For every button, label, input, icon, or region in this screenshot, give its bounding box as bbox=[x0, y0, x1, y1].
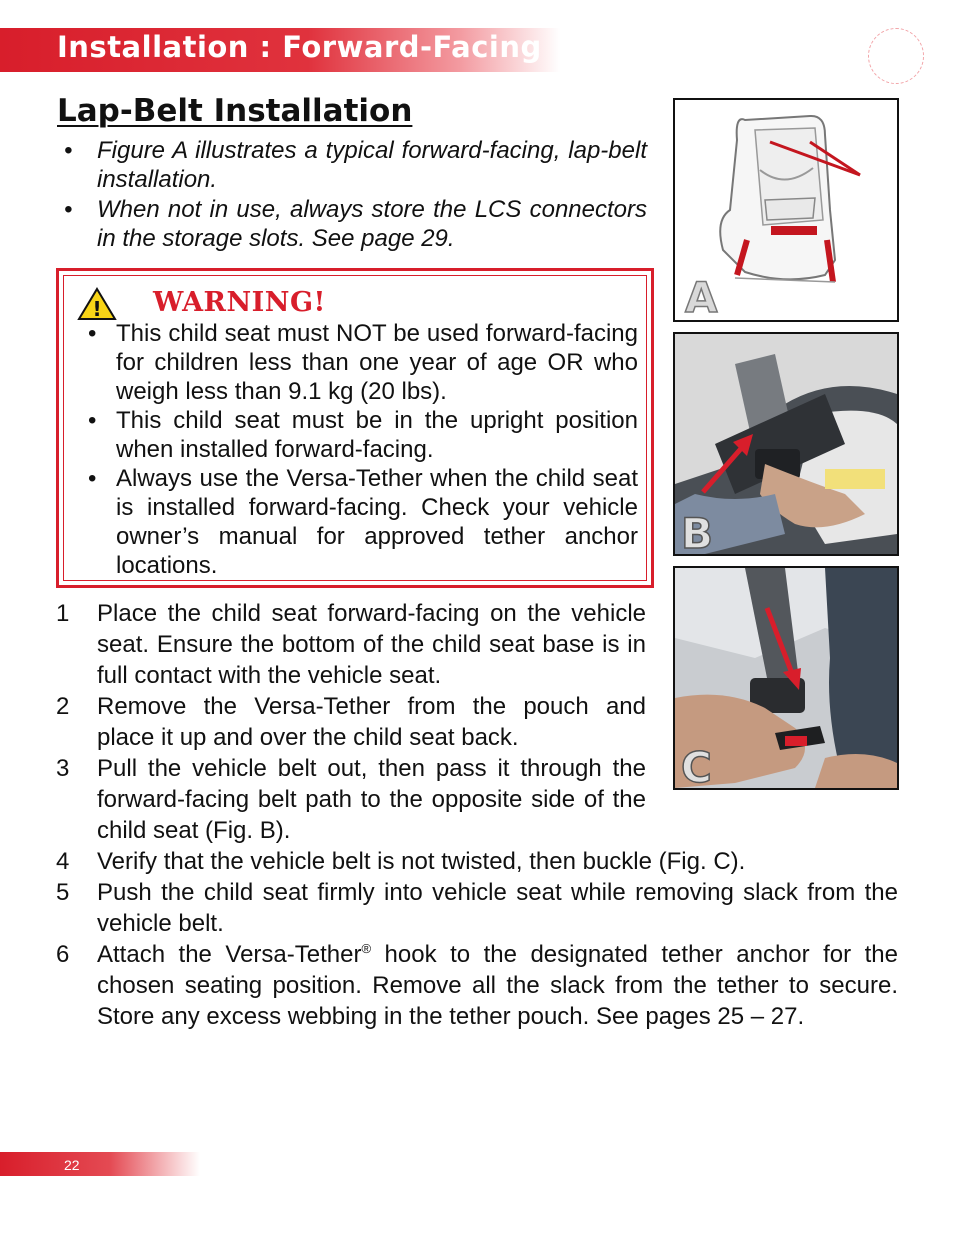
step-text bbox=[97, 941, 898, 1030]
corner-circle-decoration bbox=[868, 28, 924, 84]
figure-label: B bbox=[681, 509, 714, 554]
warning-triangle-icon bbox=[77, 287, 117, 321]
warning-label: WARNING! bbox=[153, 287, 326, 318]
intro-list bbox=[64, 136, 647, 254]
step-item bbox=[56, 753, 646, 846]
figure-b bbox=[673, 332, 899, 556]
warning-icon-glyph: ! bbox=[92, 297, 102, 321]
warning-list bbox=[88, 319, 638, 580]
list-item bbox=[64, 195, 647, 253]
warning-box bbox=[56, 268, 654, 588]
figure-c-illustration bbox=[675, 568, 897, 788]
figure-label: A bbox=[685, 273, 718, 320]
step-item bbox=[56, 877, 898, 939]
step-number: 1 bbox=[56, 600, 70, 627]
step-number: 5 bbox=[56, 879, 70, 906]
step-text: Place the child seat forward-facing on the vehicle seat. Ensure the bottom of the child seat base is in full contact with the vehicle seat. bbox=[97, 600, 646, 689]
bullet: • bbox=[64, 196, 73, 223]
list-item bbox=[88, 406, 638, 464]
step-text: Remove the Versa-Tether from the pouch and place it up and over the child seat back. bbox=[97, 693, 646, 751]
warning-item-text: This child seat must NOT be used forward-facing for children less than one year of age OR who weigh less than 9.1 kg (20 lbs). bbox=[116, 320, 638, 405]
intro-item-text: Figure A illustrates a typical forward-facing, lap-belt installation. bbox=[97, 137, 647, 193]
warning-item-text: This child seat must be in the upright position when installed forward-facing. bbox=[116, 407, 638, 463]
page-number: 22 bbox=[64, 1157, 80, 1173]
figure-label: C bbox=[681, 743, 712, 788]
step-number: 2 bbox=[56, 693, 70, 720]
bullet: • bbox=[88, 465, 97, 492]
bullet: • bbox=[88, 407, 97, 434]
header-title: Installation : Forward-Facing bbox=[57, 30, 542, 64]
section-title: Lap-Belt Installation bbox=[57, 93, 413, 129]
list-item bbox=[88, 319, 638, 406]
list-item bbox=[88, 464, 638, 580]
step-number: 6 bbox=[56, 941, 70, 968]
figure-a-illustration bbox=[675, 100, 897, 320]
step-text-part: hook to the designated tether anchor for the chosen seating position. Remove all the slack from the tether to secure. Store any excess webbing in the tether pouch. See pages 25 – 27. bbox=[97, 941, 898, 1030]
footer-bar bbox=[0, 1152, 200, 1176]
intro-item-text: When not in use, always store the LCS connectors in the storage slots. See page 29. bbox=[97, 196, 647, 252]
step-item bbox=[56, 691, 646, 753]
step-text: Pull the vehicle belt out, then pass it through the forward-facing belt path to the opposite side of the child seat (Fig. B). bbox=[97, 755, 646, 844]
step-item bbox=[56, 846, 898, 877]
step-item bbox=[56, 598, 646, 691]
figure-a bbox=[673, 98, 899, 322]
figure-b-illustration bbox=[675, 334, 897, 554]
list-item bbox=[64, 136, 647, 194]
bullet: • bbox=[88, 320, 97, 347]
step-number: 3 bbox=[56, 755, 70, 782]
warning-item-text: Always use the Versa-Tether when the child seat is installed forward-facing. Check your vehicle owner’s manual for approved tether anchor locations. bbox=[116, 465, 638, 579]
step-text: Verify that the vehicle belt is not twisted, then buckle (Fig. C). bbox=[97, 848, 746, 875]
bullet: • bbox=[64, 137, 73, 164]
figure-c bbox=[673, 566, 899, 790]
step-number: 4 bbox=[56, 848, 70, 875]
registered-mark: ® bbox=[361, 941, 372, 956]
step-item bbox=[56, 939, 898, 1032]
step-text: Push the child seat firmly into vehicle seat while removing slack from the vehicle belt. bbox=[97, 879, 898, 937]
step-text-part: Attach the Versa-Tether bbox=[97, 941, 362, 968]
